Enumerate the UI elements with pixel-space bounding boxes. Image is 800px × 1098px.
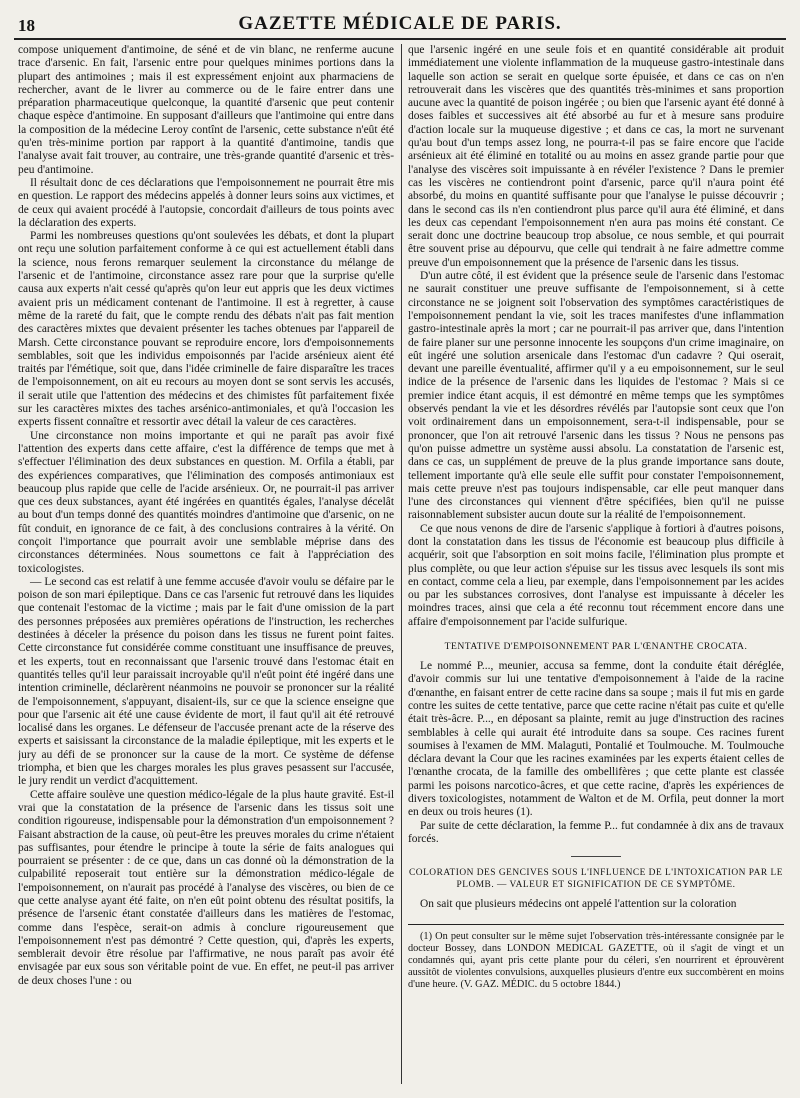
section-title: COLORATION DES GENCIVES SOUS L'INFLUENCE DE L'INTOXICATION PAR LE PLOMB. — VALEUR ET SIGNIFICATION DE CE SYMPTÔME.: [409, 868, 783, 891]
paragraph: On sait que plusieurs médecins ont appelé l'attention sur la coloration: [420, 898, 737, 911]
right-column: [408, 44, 784, 1084]
paragraph: — Le second cas est relatif à une femme accusée d'avoir voulu se défaire par le poison de son mari épileptique. Dans ce cas l'arsenic fut retrouvé dans les liquides que contenait l'estomac de la victime ; mais par le fait d'une omission de la part des personnes préposées aux premières opérations de l'instruction, les recherches destinées à déceler la présence du poison dans les tissus ne furent point faites. Cette circonstance fut considérée comme constituant une insuffisance de preuves, et les experts, tout en reconnaissant que l'arsenic trouvé dans l'estomac était en quantités telles qu'il leur paraissait incroyable qu'il n'eût point été ingéré dans une intention criminelle, déclarèrent néanmoins ne pouvoir se prononcer sur la réalité de l'empoisonnement, s'appuyant, disaient-ils, sur ce que la science enseigne que pour que l'arsenic ait été une cause évidente de mort, il faut qu'il ait été retrouvé localisé dans les organes. Le défenseur de l'accusée prenant acte de la réserve des experts et saisissant la circonstance de la maladie épileptique, mit les experts et le jury au défi de se prononcer sur la cause de la mort. Ce système de défense triompha, et bien que les charges morales les plus graves pesassent sur l'accusée, le jury rendit un verdict d'acquittement.: [18, 575, 394, 788]
footnote-divider: [408, 924, 784, 925]
paragraph: Par suite de cette déclaration, la femme P... fut condamnée à dix ans de travaux forcés.: [408, 819, 784, 845]
paragraph: que l'arsenic ingéré en une seule fois et en quantité considérable ait produit immédiatement une violente inflammation de la muqueuse gastro-intestinale dans laquelle son action se serait en quelque sorte épuisée, et dans ce cas on n'en retrouverait dans les viscères que des quantités très-minimes et sans proportion aucune avec la quantité de poison ingérée ; ou bien que l'arsenic ayant été donné à doses faibles et successives ait été absorbé au fur et à mesure sans produire d'action locale sur la muqueuse digestive ; et dans ce cas, la mort ne survenant qu'au bout d'un temps assez long, ne pourra-t-il pas se faire encore que l'acide arsénieux ait été éliminé en totalité ou au moins en assez grande partie pour que l'analyse des viscères soit impuissante à en révéler l'existence ? Dans le premier cas les viscères ne contiendront point d'arsenic, parce qu'il n'aura point été absorbé, du moins en quantité suffisante pour que l'analyse le puisse découvrir ; dans le second cas ils n'en contiendront plus parce qu'il aura été éliminé, et dans les deux cas cependant l'empoisonnement n'en aura pas moins été constant. Ce serait donc une doctrine beaucoup trop absolue, ce nous semble, et qui pourrait être souvent prise au dépourvu, que celle qui tendrait à ne faire admettre comme preuve d'un empoisonnement que la présence de l'arsenic dans les tissus.: [408, 44, 784, 269]
section-title: TENTATIVE D'EMPOISONNEMENT PAR L'ŒNANTHE CROCATA.: [444, 641, 748, 653]
footnote: (1) On peut consulter sur le même sujet l'observation très-intéressante consignée par le docteur Bossey, dans LONDON MEDICAL GAZETTE, où il s'agit de vingt et un condamnés qui, ayant pris cette plante pour du céleri, s'en nourrirent et éprouvèrent aussitôt de violentes convulsions, auxquelles plusieurs d'entre eux succombèrent en moins d'une heure. (V. GAZ. MÉDIC. du 5 octobre 1844.): [408, 930, 784, 990]
paragraph: Le nommé P..., meunier, accusa sa femme, dont la conduite était déréglée, d'avoir commis sur lui une tentative d'empoisonnement à l'aide de la racine d'œnanthe, en faisant entrer de cette racine dans sa soupe ; mais il fut mis en garde contre les suites de cette tentative, parce que cette racine n'était pas cuite et qu'elle était très-âcre. P..., en déposant sa plainte, remit au juge d'instruction des racines semblables à celle qui aurait été introduite dans sa soupe. Ces racines furent soumises à l'examen de MM. Malaguti, Pontalié et Toulmouche. M. Toulmouche déclara devant la Cour que les racines examinées par les experts étaient celles de l'œnanthe crocata, de la famille des ombellifères ; que cette plante est classée parmi les poisons narcotico-âcres, et que cette racine, d'après les expériences de divers toxicologistes, notamment de Walton et de M. Orfila, peut donner la mort en deux ou trois heures (1).: [408, 660, 784, 819]
page-header: [14, 8, 786, 40]
newspaper-page: [14, 8, 786, 1090]
journal-title: GAZETTE MÉDICALE DE PARIS.: [238, 13, 562, 34]
column-divider: [401, 44, 402, 1084]
paragraph: Parmi les nombreuses questions qu'ont soulevées les débats, et dont la plupart ont reçu une solution parfaitement conforme à ce qui est actuellement établi dans la science, nous ferons remarquer seulement la circonstance du mélange de l'arsenic et de l'antimoine, circonstance assez rare pour que la surprise qu'elle causa aux experts n'ait cessé qu'après qu'on leur eut appris que les deux victimes avaient pris un médicament contenant de l'antimoine. Il est à regretter, à cause même de la rareté du fait, que le compte rendu des débats n'ait pas fait mention des caractères mixtes que devaient présenter les taches obtenues par l'appareil de Marsh. Cette circonstance pouvant se reproduire encore, lors d'empoisonnements semblables, soit que les individus empoisonnés par l'acide arsénieux aient été traités par l'émétique, soit que, dans l'idée criminelle de faire disparaître les traces de l'empoisonnement, on ait eu recours au moyen dont se sont servis les accusés, il serait utile que l'attention des médecins et des chimistes fût parfaitement fixée sur les caractères mixtes des taches arsénico-antimoniales, et qu'à l'occasion les experts fissent connaître et ressortir avec détail la valeur de ces caractères.: [18, 230, 394, 429]
paragraph: Il résultait donc de ces déclarations que l'empoisonnement ne pourrait être mis en question. Le rapport des médecins appelés à donner leurs soins aux victimes, et de ceux qui avaient procédé à l'autopsie, concordait d'ailleurs de tous points avec la déclaration des experts.: [18, 176, 394, 229]
paragraph: Ce que nous venons de dire de l'arsenic s'applique à fortiori à d'autres poisons, dont la constatation dans les tissus de l'économie est beaucoup plus difficile à acquérir, soit que l'absorption en soit moins facile, l'élimination plus prompte et plus complète, ou que leur action s'épuise sur les tissus avec lesquels ils sont mis en contact, comme cela a lieu, par exemple, dans l'empoisonnement par les acides ou par les substances corrosives, dont l'analyse est impuissante à déceler les moindres traces, ainsi que cela a été reconnu tout récemment encore dans une affaire d'empoisonnement par l'acide sulfurique.: [408, 522, 784, 628]
paragraph: compose uniquement d'antimoine, de séné et de vin blanc, ne renferme aucune trace d'arsenic. En fait, l'arsenic entre pour quelques minimes portions dans la plupart des antimoines ; mais il est expressément enjoint aux pharmaciens de rechercher, avant de le livrer au commerce ou de le faire entrer dans une préparation pharmaceutique quelconque, la quantité d'arsenic que peut contenir chaque espèce d'antimoine. En supposant d'ailleurs que l'antimoine qui entre dans la composition de la médecine Leroy contînt de l'arsenic, cette substance n'eût été qu'en très-minime portion par rapport à la quantité d'antimoine, tandis que l'analyse avait fait trouver, au contraire, une très-grande quantité d'arsenic et très-peu d'antimoine.: [18, 44, 394, 176]
left-column: [18, 44, 394, 1084]
section-separator: [571, 856, 621, 857]
article-columns: [18, 44, 786, 1084]
paragraph: Cette affaire soulève une question médico-légale de la plus haute gravité. Est-il vrai que la constatation de la présence de l'arsenic dans les tissus soit une condition rigoureuse, indispensable pour la démonstration d'un empoisonnement ? Faisant abstraction de la cause, où peut-être les preuves morales du crime n'étaient pas suffisantes, pour étendre le principe à toute la série de faits analogues qui pourraient se présenter : de ce que, dans un cas donné où la démonstration de la culpabilité reposerait tout entière sur la démonstration médico-légale de l'empoisonnement, on n'aurait pas procédé à l'analyse des viscères, ou bien de ce que cette analyse ayant été faite, on n'en eût point obtenu des résultat positifs, la présence de l'arsenic étant constatée d'ailleurs dans les matières de l'estomac, comme dans l'espèce, serait-on admis à conclure rigoureusement que l'empoisonnement n'est pas démontré ? Cette question, qui, d'après les experts, semblerait devoir être résolue par l'affirmative, ne nous paraît pas avoir été envisagée par eux sous son véritable point de vue. En effet, ne peut-il pas arriver de deux choses l'une : ou: [18, 788, 394, 987]
page-number: 18: [18, 16, 35, 35]
paragraph: D'un autre côté, il est évident que la présence seule de l'arsenic dans l'estomac ne saurait constituer une preuve suffisante de l'empoisonnement, si à cette circonstance ne se joignent soit l'observation des symptômes caractéristiques de l'empoisonnement pendant la vie, soit les traces manifestes d'une inflammation gastro-intestinale après la mort ; car ne pourrait-il pas arriver que, dans l'intention de faire planer sur une personne innocente les soupçons d'un crime imaginaire, on eût ingéré une solution arsenicale dans l'estomac d'un cadavre ? Qui oserait, devant une pareille éventualité, affirmer qu'il y a eu empoisonnement, sur le seul indice de la présence de l'arsenic dans les liquides de l'estomac ? Mais si ce premier indice étant acquis, il est démontré en même temps que les symptômes observés pendant la vie et les désordres révélés par l'autopsie sont ceux que l'on voit ordinairement dans un empoisonnement, sera-t-il indispensable, pour se prononcer, que l'on ait retrouvé l'arsenic dans les tissus ? Nous ne pensons pas qu'on puisse admettre un système aussi absolu. La constatation de l'arsenic est, dans ce cas, un supplément de preuve de la plus grande importance sans doute, tellement importante qu'à elle seule elle suffit pour constater l'empoisonnement, mais cette preuve n'est pas toujours indispensable, car elle peut manquer dans l'une des circonstances qui viennent d'être spécifiées, bien qu'il ne puisse raisonnablement subsister aucun doute sur la réalité de l'empoisonnement.: [408, 270, 784, 522]
paragraph: Une circonstance non moins importante et qui ne paraît pas avoir fixé l'attention des experts dans cette affaire, c'est la différence de temps que met à s'effectuer l'élimination des deux substances en question. M. Orfila a établi, par des expériences comparatives, que l'élimination des composés antimoniaux est beaucoup plus rapide que celle de l'acide arsénieux. Or, ne pourrait-il pas arriver que ces deux substances, ayant été ingérées en quantités égales, l'analyse décelât au bout d'un temps donné des quantités moindres d'antimoine que d'arsenic, on ne fût conduit, en ignorance de ce fait, à des conclusions contraires à la vérité. On conçoit l'importance que pourrait avoir une semblable méprise dans des circonstances déterminées. Nous soumettons ce fait à l'appréciation des toxicologistes.: [18, 429, 394, 575]
